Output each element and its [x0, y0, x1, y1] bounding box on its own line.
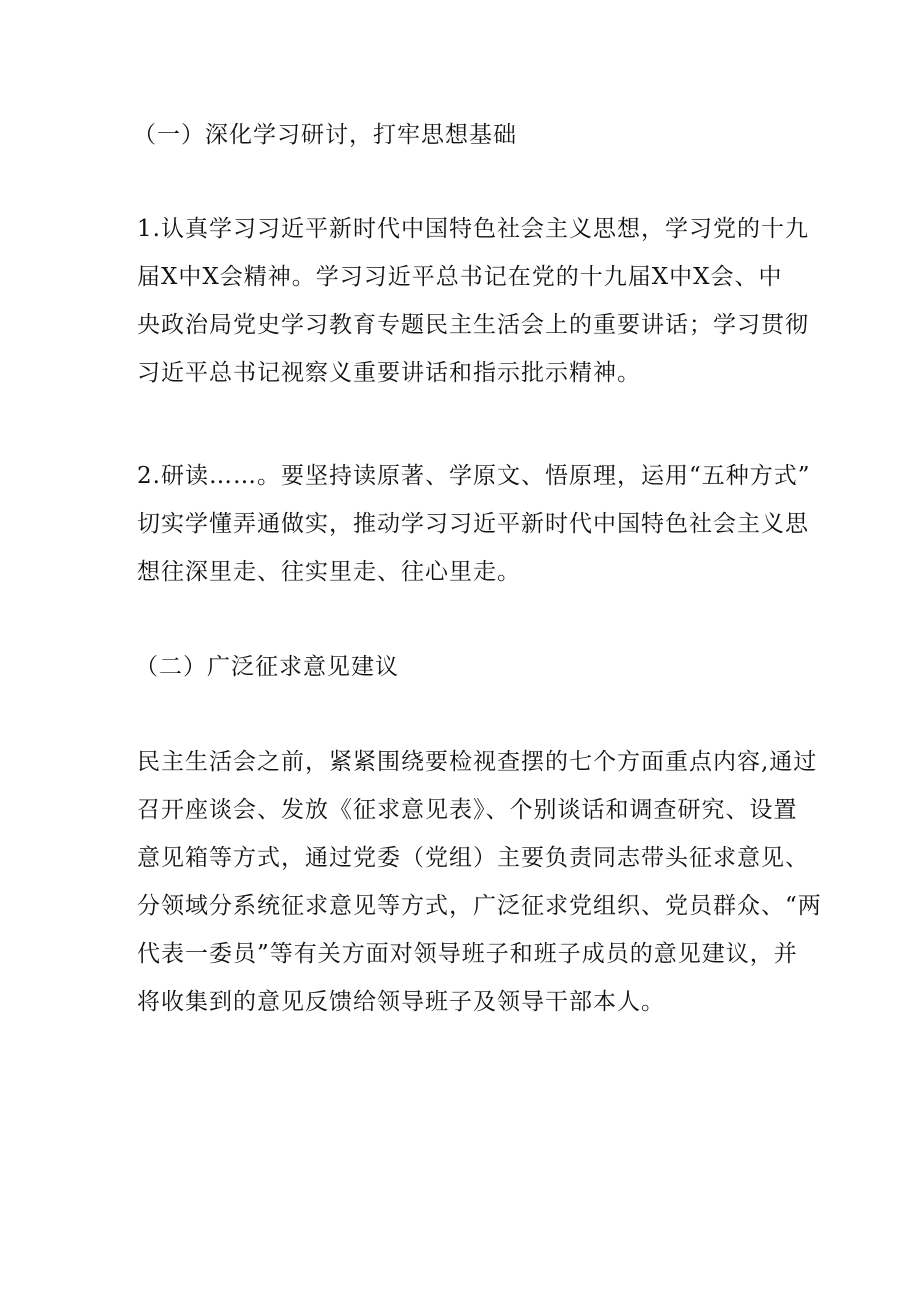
text-line: 2.研读……。要坚持读原著、学原文、悟原理，运用“五种方式” — [137, 463, 811, 489]
paragraph-solicit-opinions — [137, 738, 822, 1026]
text-line: 将收集到的意见反馈给领导班子及领导干部本人。 — [137, 989, 665, 1015]
text-line: 想往深里走、往实里走、往心里走。 — [137, 559, 521, 585]
text-line: 届X中X会精神。学习习近平总书记在党的十九届X中X会、中 — [137, 264, 783, 290]
text-line: 召开座谈会、发放《征求意见表》、个别谈话和调查研究、设置 — [137, 797, 798, 823]
paragraph-study-item-2 — [137, 452, 811, 596]
text-line: 分领域分系统征求意见等方式，广泛征求党组织、党员群众、“两 — [137, 893, 822, 919]
text-line: 民主生活会之前，紧紧围绕要检视查摆的七个方面重点内容,通过 — [137, 749, 818, 775]
text-line: 习近平总书记视察义重要讲话和指示批示精神。 — [137, 360, 641, 386]
text-line: 意见箱等方式，通过党委（党组）主要负责同志带头征求意见、 — [137, 845, 809, 871]
text-line: 央政治局党史学习教育专题民主生活会上的重要讲话；学习贯彻 — [137, 312, 809, 338]
text-line: 代表一委员”等有关方面对领导班子和班子成员的意见建议，并 — [137, 941, 798, 967]
section-heading-1: （一）深化学习研讨，打牢思想基础 — [133, 122, 517, 148]
paragraph-study-item-1 — [137, 205, 809, 397]
text-line: 切实学懂弄通做实，推动学习习近平新时代中国特色社会主义思 — [137, 511, 809, 537]
text-line: 1.认真学习习近平新时代中国特色社会主义思想，学习党的十九 — [137, 216, 809, 242]
section-heading-2: （二）广泛征求意见建议 — [135, 654, 399, 680]
